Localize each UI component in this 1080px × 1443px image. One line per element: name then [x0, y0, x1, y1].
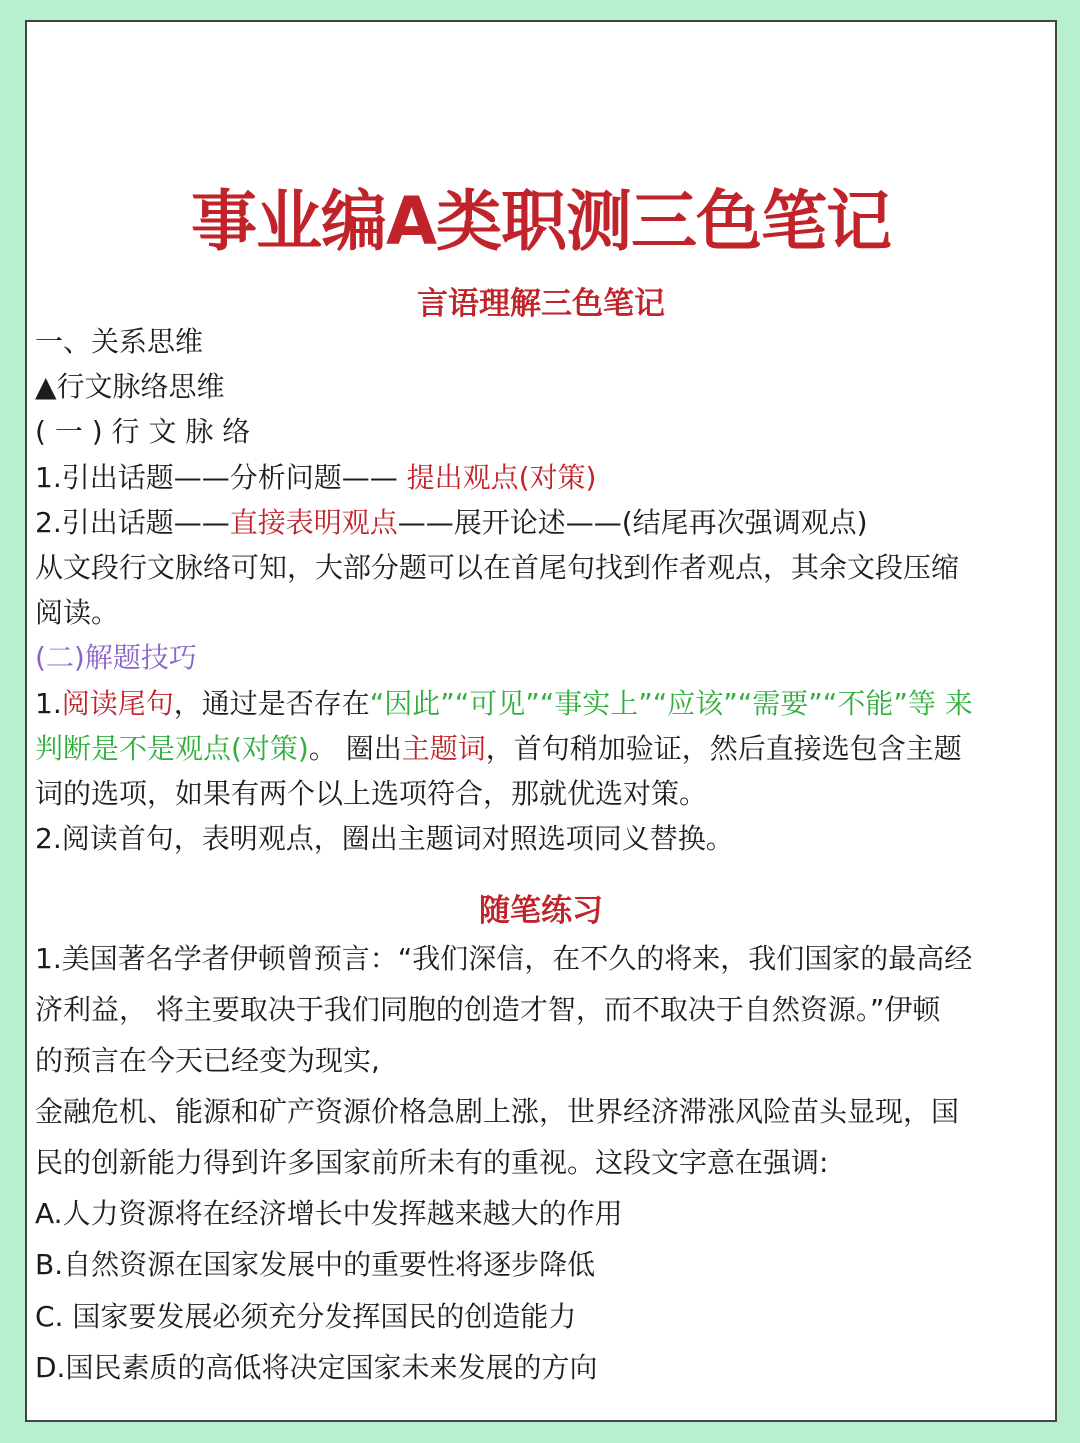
tip-1-line-3: 词的选项，如果有两个以上选项符合，那就优选对策。: [35, 777, 708, 810]
section-heading: 一、关系思维: [35, 325, 204, 358]
page-subtitle: 言语理解三色笔记: [417, 286, 665, 322]
question-line-3: 的预言在今天已经变为现实,: [35, 1044, 380, 1077]
question-line-1: 1.美国著名学者伊顿曾预言：“我们深信，在不久的将来，我们国家的最高经: [35, 942, 973, 975]
tip-1-line-2-end: ，首句稍加验证，然后直接选包含主题: [485, 732, 962, 765]
flow-line-1-prefix: 1.引出话题——分析问题——: [35, 461, 407, 494]
subsection-heading: ▲行文脉络思维: [35, 370, 225, 403]
tip-2-line: 2.阅读首句，表明观点，圈出主题词对照选项同义替换。: [35, 822, 734, 855]
flow-line-2-highlight: 直接表明观点: [229, 506, 398, 539]
flow-line-2: [35, 503, 868, 543]
question-line-4: 金融危机、能源和矿产资源价格急剧上涨，世界经济滞涨风险苗头显现，国: [35, 1095, 960, 1128]
tip-1-read: 阅读尾句: [61, 687, 174, 720]
tip-1-circle: 。 圈出: [308, 732, 402, 765]
page-title: 事业编A类职测三色笔记: [190, 183, 892, 260]
tip-1-topic-word: 主题词: [401, 732, 486, 765]
subsection-heading-tips: (二)解题技巧: [35, 641, 197, 674]
tip-1-mid: ，通过是否存在: [173, 687, 370, 720]
option-a: A.人力资源将在经济增长中发挥越来越大的作用: [35, 1197, 623, 1230]
tip-1-line-2: [35, 729, 962, 769]
tip-1-line-1: [35, 684, 973, 724]
summary-line-1: 从文段行文脉络可知，大部分题可以在首尾句找到作者观点，其余文段压缩: [35, 551, 960, 584]
option-d: D.国民素质的高低将决定国家未来发展的方向: [35, 1351, 598, 1384]
note-card: [25, 20, 1057, 1422]
flow-line-2-prefix: 2.引出话题——: [35, 506, 230, 539]
subsection-heading-flow: ( 一 ) 行 文 脉 络: [35, 415, 251, 448]
option-b: B.自然资源在国家发展中的重要性将逐步降低: [35, 1248, 596, 1281]
practice-heading: 随笔练习: [479, 893, 603, 929]
option-c: C. 国家要发展必须充分发挥国民的创造能力: [35, 1300, 577, 1333]
flow-line-2-suffix: ——展开论述——(结尾再次强调观点): [397, 506, 868, 539]
tip-1-number: 1.: [35, 687, 62, 720]
flow-line-1-highlight: 提出观点(对策): [406, 461, 597, 494]
question-line-5: 民的创新能力得到许多国家前所未有的重视。这段文字意在强调:: [35, 1146, 829, 1179]
summary-line-2: 阅读。: [35, 596, 120, 629]
question-line-2: 济利益， 将主要取决于我们同胞的创造才智，而不取决于自然资源。”伊顿: [35, 993, 941, 1026]
tip-1-judge: 判断是不是观点(对策): [35, 732, 309, 765]
flow-line-1: [35, 458, 596, 498]
tip-1-keywords: “因此”“可见”“事实上”“应该”“需要”“不能”等 来: [369, 687, 973, 720]
